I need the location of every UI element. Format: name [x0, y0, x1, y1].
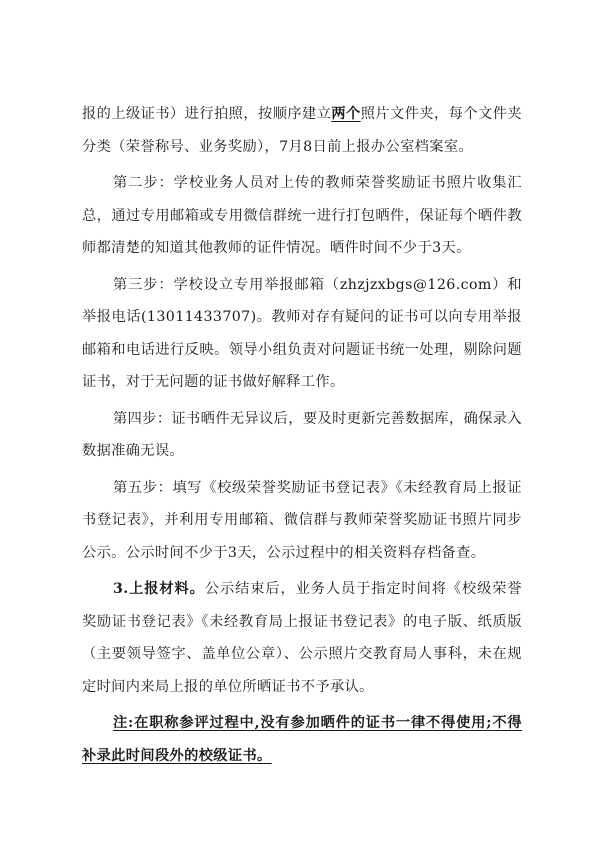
paragraph-step-three: 第三步：学校设立专用举报邮箱（zhzjzxbgs@126.com）和举报电话(13011433707)。教师对存有疑问的证书可以向专用举报邮箱和电话进行反映。领导小组负责对问题证书统一处理，剔除问题证书，对于无问题的证书做好解释工作。: [82, 276, 522, 390]
paragraph-text: 报的上级证书）进行拍照，按顺序建立: [82, 106, 332, 122]
paragraph-step-five: 第五步：填写《校级荣誉奖励证书登记表》《未经教育局上报证书登记表》，并利用专用邮箱、微信群与教师荣誉奖励证书照片同步公示。公示时间不少于3天，公示过程中的相关资料存档备查。: [82, 479, 522, 561]
document-body: [82, 98, 522, 776]
paragraph-report-materials: [82, 573, 522, 703]
paragraph-text: 照片文件夹，每个文件夹分类（荣誉称号、业务奖励），7月8日前上报办公室档案室。: [82, 106, 522, 155]
paragraph-photo-folders: [82, 98, 522, 163]
section-heading-report-materials: 3.上报材料。: [113, 581, 205, 597]
paragraph-text: 公示结束后，业务人员于指定时间将《校级荣誉奖励证书登记表》《未经教育局上报证书登记表》的电子版、纸质版（主要领导签字、盖单位公章）、公示照片交教育局人事科，未在规定时间内来局上报的单位所晒证书不予承认。: [82, 581, 522, 695]
note-paragraph: 注:在职称参评过程中,没有参加晒件的证书一律不得使用;不得补录此时间段外的校级证书。: [82, 715, 522, 764]
paragraph-step-four: 第四步：证书晒件无异议后，要及时更新完善数据库，确保录入数据准确无误。: [82, 410, 522, 459]
emphasis-two-folders: 两个: [331, 106, 361, 122]
paragraph-step-two: 第二步：学校业务人员对上传的教师荣誉奖励证书照片收集汇总，通过专用邮箱或专用微信群统一进行打包晒件，保证每个晒件教师都清楚的知道其他教师的证件情况。晒件时间不少于3天。: [82, 175, 522, 256]
